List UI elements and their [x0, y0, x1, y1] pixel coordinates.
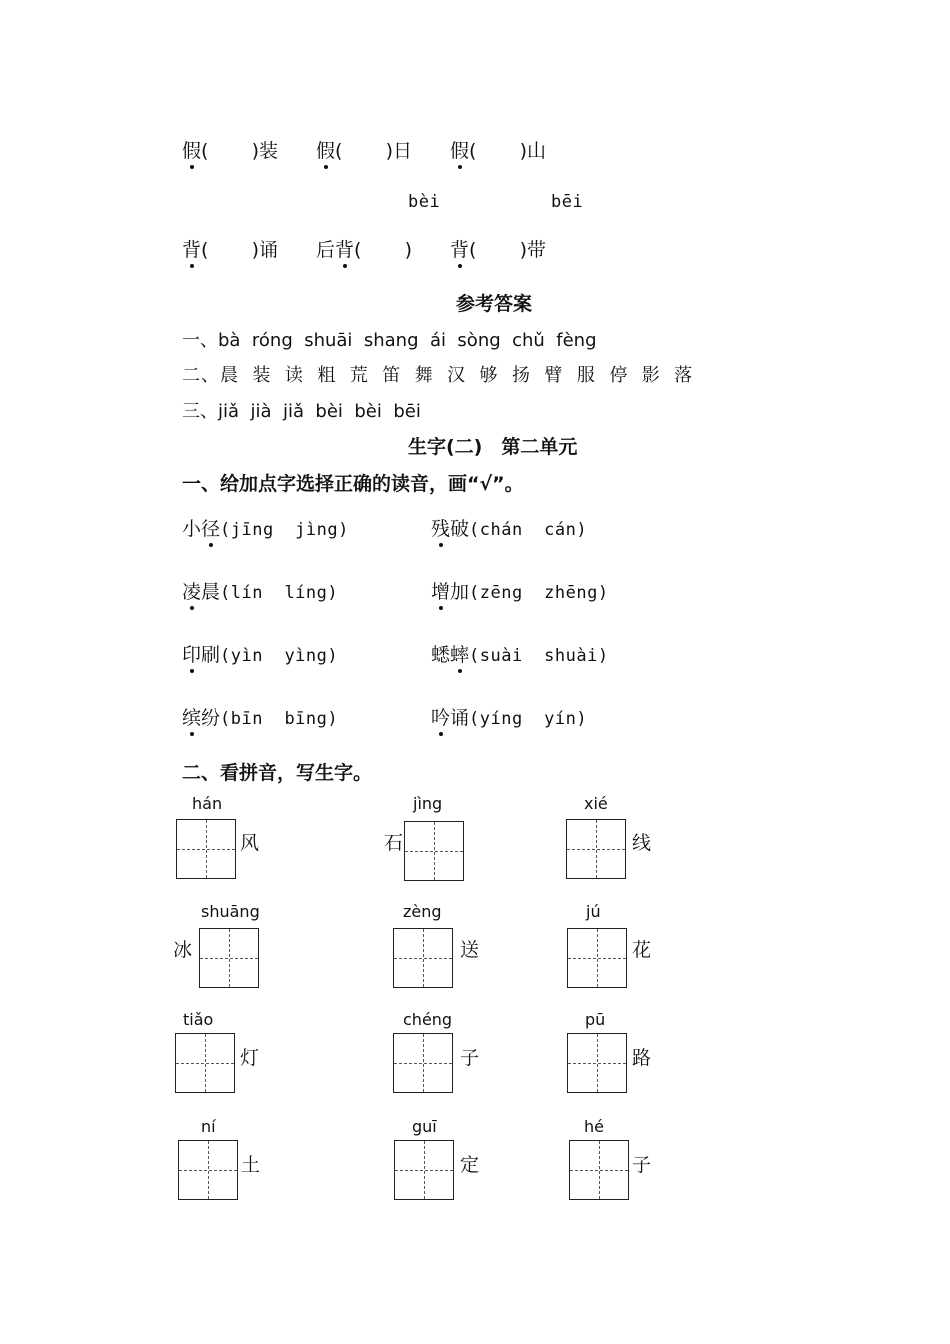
- answers-line-3: 三、jiǎ jià jiǎ bèi bèi bēi: [182, 401, 421, 422]
- row2-item-1: 背( )诵: [182, 235, 278, 262]
- writing-box[interactable]: [569, 1140, 629, 1200]
- q2-pinyin: jú: [586, 902, 601, 921]
- q2-pinyin: shuāng: [201, 902, 260, 921]
- q1-title: 一、给加点字选择正确的读音，画“√”。: [182, 473, 524, 495]
- q2-char: 子: [460, 1047, 480, 1069]
- writing-box[interactable]: [393, 928, 453, 988]
- answers-line-2: 二、晨 装 读 粗 荒 笛 舞 汉 够 扬 臂 服 停 影 落: [182, 365, 694, 386]
- q2-pinyin: hán: [192, 794, 223, 813]
- q2-char: 定: [460, 1154, 480, 1176]
- q1-item: 吟诵(yíng yín): [431, 703, 587, 730]
- q2-pinyin: tiǎo: [183, 1010, 214, 1029]
- q1-item: 蟋蟀(suài shuài): [431, 640, 609, 667]
- writing-box[interactable]: [175, 1033, 235, 1093]
- q2-char: 土: [241, 1154, 261, 1176]
- q2-pinyin: chéng: [403, 1010, 453, 1029]
- row1-item-2: 假( )日: [316, 136, 412, 163]
- dotted-char: 背: [335, 235, 354, 262]
- q2-char: 灯: [240, 1047, 260, 1069]
- dotted-char: 印: [182, 640, 201, 667]
- q2-pinyin: guī: [412, 1117, 437, 1136]
- answers-title: 参考答案: [456, 293, 533, 315]
- dotted-char: 假: [182, 136, 201, 163]
- q1-item: 小径(jīng jìng): [182, 514, 349, 541]
- dotted-char: 假: [316, 136, 335, 163]
- dotted-char: 增: [431, 577, 450, 604]
- unit-title: 生字(二) 第二单元: [408, 436, 578, 458]
- dotted-char: 背: [450, 235, 469, 262]
- writing-box[interactable]: [199, 928, 259, 988]
- q1-item: 缤纷(bīn bīng): [182, 703, 338, 730]
- writing-box[interactable]: [393, 1033, 453, 1093]
- dotted-char: 径: [201, 514, 220, 541]
- q2-title: 二、看拼音，写生字。: [182, 762, 373, 784]
- q1-item: 凌晨(lín líng): [182, 577, 338, 604]
- dotted-char: 吟: [431, 703, 450, 730]
- q2-char: 风: [240, 832, 260, 854]
- pinyin-option-1: bèi: [408, 192, 441, 212]
- q2-char: 石: [384, 832, 404, 854]
- writing-box[interactable]: [176, 819, 236, 879]
- row1-item-3: 假( )山: [450, 136, 546, 163]
- q1-item: 残破(chán cán): [431, 514, 587, 541]
- writing-box[interactable]: [178, 1140, 238, 1200]
- row2-item-3: 背( )带: [450, 235, 546, 262]
- writing-box[interactable]: [567, 928, 627, 988]
- q2-char: 花: [632, 939, 652, 961]
- dotted-char: 蟀: [450, 640, 469, 667]
- q2-pinyin: pū: [585, 1010, 606, 1029]
- pinyin-option-2: bēi: [551, 192, 584, 212]
- writing-box[interactable]: [567, 1033, 627, 1093]
- q2-char: 送: [460, 939, 480, 961]
- answers-line-1: 一、bà róng shuāi shang ái sòng chǔ fèng: [182, 330, 597, 351]
- writing-box[interactable]: [566, 819, 626, 879]
- q2-pinyin: zèng: [403, 902, 442, 921]
- q2-pinyin: jìng: [413, 794, 443, 813]
- q2-char: 路: [632, 1047, 652, 1069]
- q2-char: 冰: [173, 939, 193, 961]
- dotted-char: 假: [450, 136, 469, 163]
- dotted-char: 凌: [182, 577, 201, 604]
- q1-item: 增加(zēng zhēng): [431, 577, 609, 604]
- q2-pinyin: hé: [584, 1117, 604, 1136]
- q2-pinyin: xié: [584, 794, 608, 813]
- dotted-char: 缤: [182, 703, 201, 730]
- q1-item: 印刷(yìn yìng): [182, 640, 338, 667]
- q2-pinyin: ní: [201, 1117, 216, 1136]
- row1-item-1: 假( )装: [182, 136, 278, 163]
- dotted-char: 残: [431, 514, 450, 541]
- dotted-char: 背: [182, 235, 201, 262]
- writing-box[interactable]: [404, 821, 464, 881]
- q2-char: 子: [632, 1154, 652, 1176]
- q2-char: 线: [632, 832, 652, 854]
- writing-box[interactable]: [394, 1140, 454, 1200]
- row2-item-2: 后背( ): [316, 235, 412, 262]
